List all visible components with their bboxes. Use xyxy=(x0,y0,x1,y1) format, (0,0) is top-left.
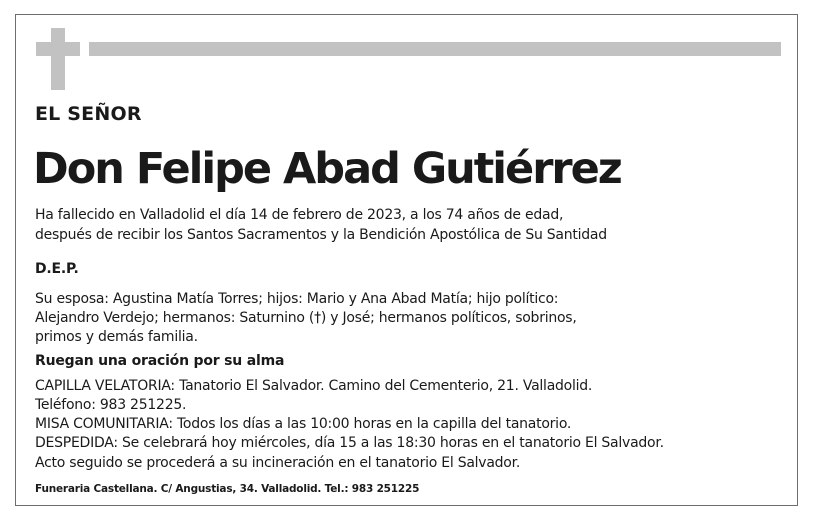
family-line: Alejandro Verdejo; hermanos: Saturnino (†) y José; hermanos políticos, sobrinos, xyxy=(35,310,577,326)
service-line: Acto seguido se procederá a su incineración en el tanatorio El Salvador. xyxy=(35,455,521,471)
cross-icon-arm xyxy=(36,42,80,56)
funeral-home-footer: Funeraria Castellana. C/ Angustias, 34. Valladolid. Tel.: 983 251225 xyxy=(35,483,420,495)
honorific-title: EL SEÑOR xyxy=(35,103,142,125)
service-line: CAPILLA VELATORIA: Tanatorio El Salvador. Camino del Cementerio, 21. Valladolid. xyxy=(35,378,593,394)
death-notice-line: Ha fallecido en Valladolid el día 14 de febrero de 2023, a los 74 años de edad, xyxy=(35,207,564,223)
service-line: Teléfono: 983 251225. xyxy=(35,397,187,413)
rip-label: D.E.P. xyxy=(35,261,79,277)
header-rule xyxy=(89,42,781,56)
service-line: DESPEDIDA: Se celebrará hoy miércoles, día 15 a las 18:30 horas en el tanatorio El Salvador. xyxy=(35,435,664,451)
cross-icon xyxy=(51,28,65,90)
service-line: MISA COMUNITARIA: Todos los días a las 10:00 horas en la capilla del tanatorio. xyxy=(35,416,572,432)
family-line: primos y demás familia. xyxy=(35,329,198,345)
family-line: Su esposa: Agustina Matía Torres; hijos: Mario y Ana Abad Matía; hijo político: xyxy=(35,291,559,307)
prayer-request: Ruegan una oración por su alma xyxy=(35,353,285,369)
death-notice-line: después de recibir los Santos Sacramentos y la Bendición Apostólica de Su Santidad xyxy=(35,227,607,243)
deceased-name: Don Felipe Abad Gutiérrez xyxy=(33,144,621,194)
